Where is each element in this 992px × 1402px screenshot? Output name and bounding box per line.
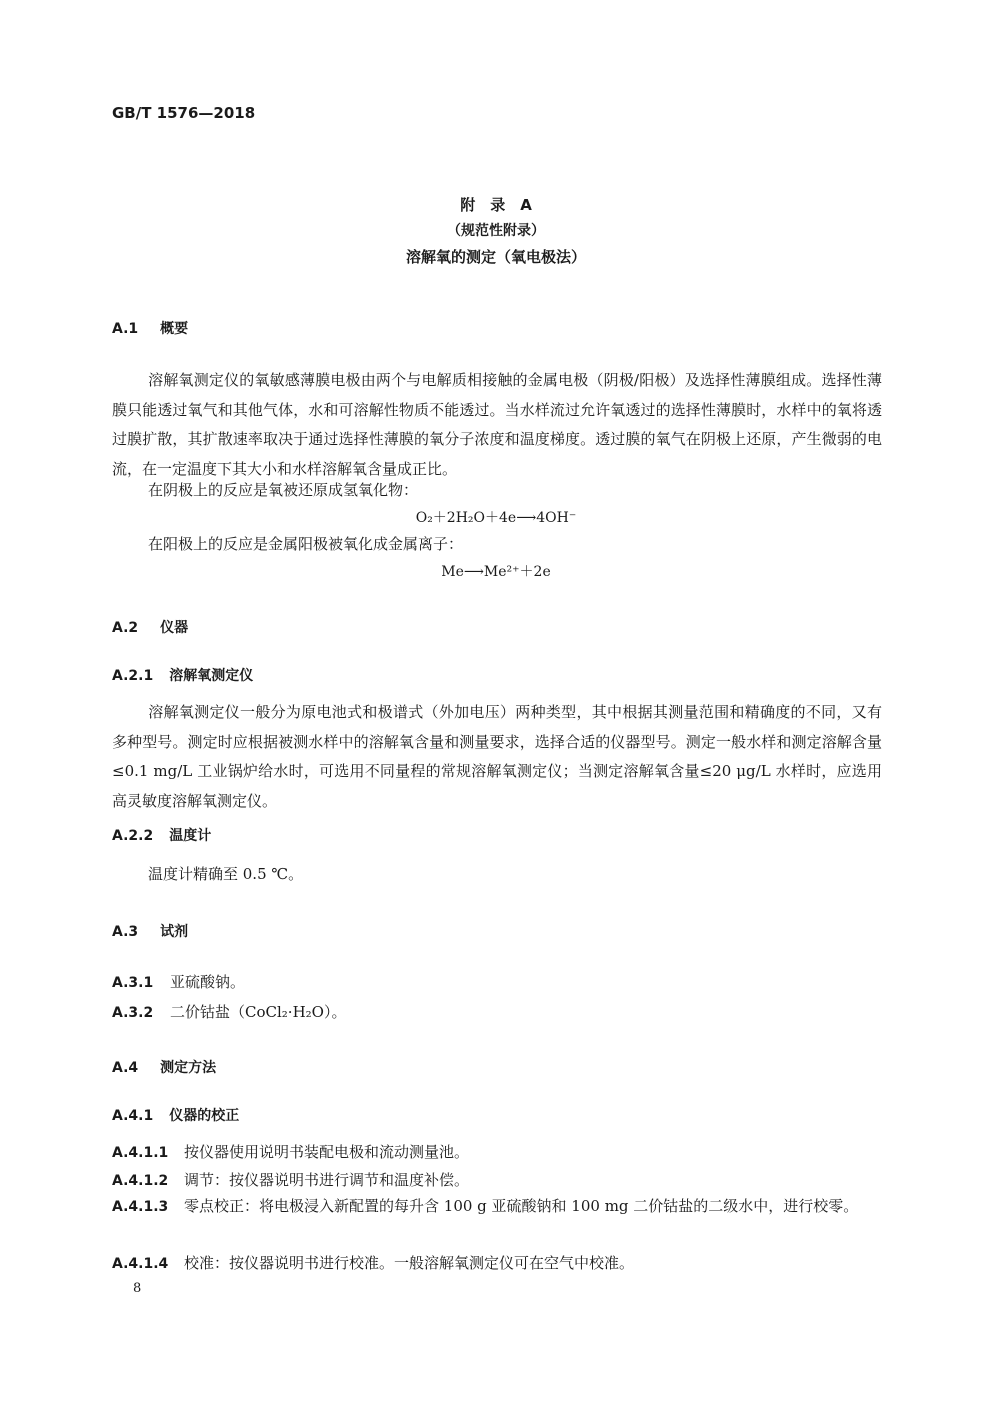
section-title: 温度计 [169,828,212,844]
item-text: 校准：按仪器说明书进行校准。一般溶解氧测定仪可在空气中校准。 [184,1254,635,1272]
item-text: 零点校正：将电极浸入新配置的每升含 100 g 亚硫酸钠和 100 mg 二价钴盐的二级水中，进行校零。 [184,1197,859,1215]
item-text: 亚硫酸钠。 [170,973,246,991]
section-title: 仪器 [160,620,189,636]
cathode-reaction-intro: 在阴极上的反应是氧被还原成氢氧化物： [148,481,419,499]
item-number: A.3.1 [112,975,154,991]
item-number: A.4.1.2 [112,1173,169,1189]
item-number: A.4.1.1 [112,1145,169,1161]
list-item [112,1001,346,1022]
section-title: 测定方法 [160,1060,217,1076]
section-title: 溶解氧测定仪 [169,668,254,684]
section-number: A.2 [112,620,139,636]
section-a4-heading [112,1057,216,1077]
section-a21-heading [112,665,253,685]
appendix-type: （规范性附录） [447,223,545,239]
section-a22-heading [112,825,211,845]
item-text: 二价钴盐（CoCl₂·H₂O）。 [170,1003,347,1021]
anode-formula: Me⟶Me²⁺＋2e [441,564,551,580]
section-title: 仪器的校正 [169,1108,240,1124]
section-a21-paragraph: 溶解氧测定仪一般分为原电池式和极谱式（外加电压）两种类型，其中根据其测量范围和精确度的不同，又有多种型号。测定时应根据被测水样中的溶解氧含量和测量要求，选择合适的仪器型号。测定一般水样和测定溶解含量≤0.1 mg/L 工业锅炉给水时，可选用不同量程的常规溶解氧测定仪；当测定溶解氧含量≤20 μg/L 水样时，应选用高灵敏度溶解氧测定仪。 [112,703,882,810]
section-a1-paragraph: 溶解氧测定仪的氧敏感薄膜电极由两个与电解质相接触的金属电极（阴极/阳极）及选择性薄膜组成。选择性薄膜只能透过氧气和其他气体，水和可溶解性物质不能透过。当水样流过允许氧透过的选择性薄膜时，水样中的氧将透过膜扩散，其扩散速率取决于通过选择性薄膜的氧分子浓度和温度梯度。透过膜的氧气在阴极上还原，产生微弱的电流，在一定温度下其大小和水样溶解氧含量成正比。 [112,371,882,478]
section-a1-heading [112,318,188,338]
section-number: A.2.2 [112,828,154,844]
list-item [112,1141,469,1162]
section-number: A.4 [112,1060,139,1076]
section-number: A.3 [112,924,139,940]
section-title: 概要 [160,321,189,337]
appendix-title: 附 录 A [460,196,532,214]
item-text: 按仪器使用说明书装配电极和流动测量池。 [184,1143,470,1161]
section-a2-heading [112,617,188,637]
item-number: A.4.1.3 [112,1199,169,1215]
section-a3-heading [112,921,188,941]
item-number: A.3.2 [112,1005,154,1021]
page-number: 8 [133,1281,142,1296]
section-number: A.4.1 [112,1108,154,1124]
section-number: A.1 [112,321,139,337]
list-item [112,1252,634,1273]
anode-reaction-intro: 在阳极上的反应是金属阳极被氧化成金属离子： [148,535,464,553]
appendix-subject: 溶解氧的测定（氧电极法） [405,248,586,266]
section-title: 试剂 [160,924,189,940]
section-a22-paragraph: 温度计精确至 0.5 ℃。 [148,865,304,883]
section-number: A.2.1 [112,668,154,684]
item-number: A.4.1.4 [112,1256,169,1272]
list-item [112,1192,882,1223]
list-item [112,1169,469,1190]
cathode-formula: O₂＋2H₂O＋4e⟶4OH⁻ [415,510,577,526]
section-a41-heading [112,1105,239,1125]
item-text: 调节：按仪器说明书进行调节和温度补偿。 [184,1171,470,1189]
list-item [112,971,245,992]
standard-code: GB/T 1576—2018 [112,104,256,122]
